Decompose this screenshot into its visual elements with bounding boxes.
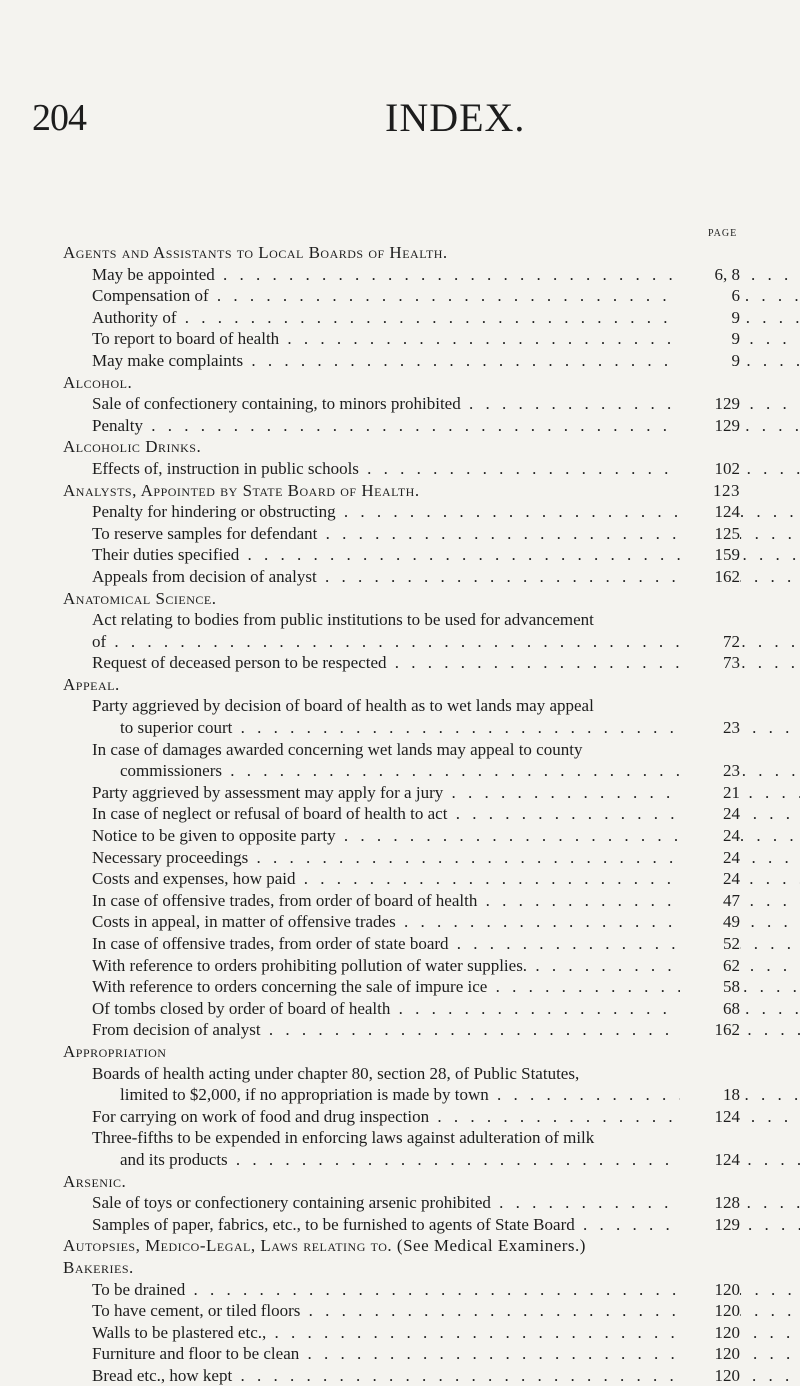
index-entry bbox=[0, 544, 800, 566]
index-entry bbox=[0, 1343, 800, 1365]
page-number: 204 bbox=[32, 97, 86, 139]
index-heading bbox=[0, 1235, 800, 1257]
entry-page-ref: 162 bbox=[680, 1019, 740, 1041]
entry-text: Effects of, instruction in public schools bbox=[92, 458, 359, 478]
entry-page-ref: 68 bbox=[680, 998, 740, 1020]
entry-text: In case of offensive trades, from order of state board bbox=[92, 934, 449, 953]
entry-page-ref: 6 bbox=[680, 285, 740, 307]
entry-text: Authority of bbox=[92, 307, 177, 327]
entry-page-ref: 9 bbox=[680, 350, 740, 372]
entry-text: To report to board of health bbox=[92, 329, 280, 349]
entry-text: Of tombs closed by order of board of health bbox=[92, 998, 391, 1018]
index-entry bbox=[0, 976, 800, 998]
index-entry bbox=[0, 1063, 800, 1085]
entry-page-ref: 72 bbox=[680, 631, 740, 653]
index-entry bbox=[0, 695, 800, 717]
entry-page-ref: 24 bbox=[680, 847, 740, 869]
entry-text: Their duties specified bbox=[92, 545, 240, 565]
index-heading bbox=[0, 1257, 800, 1279]
entry-text: With reference to orders concerning the sale of impure ice bbox=[92, 977, 488, 997]
entry-text: Penalty bbox=[92, 415, 143, 435]
entry-text: Agents and Assistants to Local Boards of Health. bbox=[63, 243, 448, 262]
entry-page-ref: 120 bbox=[680, 1343, 740, 1365]
entry-page-ref: 73 bbox=[680, 652, 740, 674]
entry-text: commissioners bbox=[120, 761, 222, 781]
page-header bbox=[0, 97, 800, 167]
entry-page-ref: 21 bbox=[680, 782, 740, 804]
entry-text: Party aggrieved by assessment may apply for a jury bbox=[92, 782, 444, 802]
index-entry bbox=[0, 264, 800, 286]
entry-page-ref: 24 bbox=[680, 825, 740, 847]
index-entry bbox=[0, 415, 800, 437]
entry-text: Appeals from decision of analyst bbox=[92, 566, 317, 586]
index-heading bbox=[0, 1171, 800, 1193]
entry-page-ref: 49 bbox=[680, 911, 740, 933]
entry-text: Bakeries. bbox=[63, 1257, 134, 1277]
entry-text: In case of offensive trades, from order of board of health bbox=[92, 890, 478, 910]
index-heading bbox=[0, 480, 800, 502]
index-entry bbox=[0, 1279, 800, 1301]
index-entry bbox=[0, 868, 800, 890]
entry-page-ref: 102 bbox=[680, 458, 740, 480]
entry-text: To be drained bbox=[92, 1279, 186, 1299]
entry-page-ref: 24 bbox=[680, 803, 740, 825]
entry-page-ref: 62 bbox=[680, 955, 740, 977]
entry-text: From decision of analyst bbox=[92, 1020, 261, 1040]
index-entry bbox=[0, 998, 800, 1020]
index-entry bbox=[0, 890, 800, 912]
entry-text: Anatomical Science. bbox=[63, 588, 217, 608]
entry-text: In case of damages awarded concerning wet lands may appeal to county bbox=[92, 739, 583, 759]
entry-page-ref: 120 bbox=[680, 1365, 740, 1386]
index-entry bbox=[0, 652, 800, 674]
index-entry bbox=[0, 1127, 800, 1149]
entry-text: May make complaints bbox=[92, 350, 244, 370]
entry-text: Necessary proceedings bbox=[92, 847, 249, 867]
entry-text: Boards of health acting under chapter 80, section 28, of Public Statutes, bbox=[92, 1063, 580, 1083]
index-entry bbox=[0, 847, 800, 869]
entry-text: limited to $2,000, if no appropriation is made by town bbox=[120, 1085, 489, 1105]
index-entry bbox=[0, 609, 800, 631]
entry-text: Costs and expenses, how paid bbox=[92, 869, 296, 889]
index-entry bbox=[0, 1149, 800, 1171]
index-entry bbox=[0, 933, 800, 955]
index-heading bbox=[0, 674, 800, 696]
entry-page-ref: 9 bbox=[680, 328, 740, 350]
entry-text: Notice to be given to opposite party bbox=[92, 826, 336, 846]
entry-text: To reserve samples for defendant bbox=[92, 523, 318, 543]
entry-text: Costs in appeal, in matter of offensive trades bbox=[92, 912, 396, 932]
entry-text: Autopsies, Medico-Legal, Laws relating to. bbox=[63, 1236, 393, 1256]
index-entry bbox=[0, 717, 800, 739]
entry-text: to superior court bbox=[120, 718, 233, 738]
entry-text: Alcoholic Drinks. bbox=[63, 437, 202, 457]
entry-page-ref: 124 bbox=[680, 501, 740, 523]
index-entry bbox=[0, 1192, 800, 1214]
entry-text: of bbox=[92, 631, 107, 651]
entry-page-ref: 124 bbox=[680, 1106, 740, 1128]
index-entry bbox=[0, 825, 800, 847]
index-entry bbox=[0, 1322, 800, 1344]
index-entry bbox=[0, 393, 800, 415]
page-column-label: PAGE bbox=[708, 228, 738, 239]
index-entry bbox=[0, 1084, 800, 1106]
entry-text: For carrying on work of food and drug inspection bbox=[92, 1106, 430, 1126]
entry-text: To have cement, or tiled floors bbox=[92, 1301, 301, 1321]
entry-text: Sale of toys or confectionery containing arsenic prohibited bbox=[92, 1193, 491, 1213]
entry-page-ref: 120 bbox=[680, 1322, 740, 1344]
entry-page-ref: 162 bbox=[680, 566, 740, 588]
entry-page-ref: 128 bbox=[680, 1192, 740, 1214]
entry-page-ref: 58 bbox=[680, 976, 740, 998]
index-entry bbox=[0, 328, 800, 350]
index-entry bbox=[0, 285, 800, 307]
entry-page-ref: 6, 8 bbox=[680, 264, 740, 286]
index-heading bbox=[0, 242, 800, 264]
entry-page-ref: 159 bbox=[680, 544, 740, 566]
page-title: INDEX. bbox=[385, 95, 526, 140]
entry-page-ref: 9 bbox=[680, 307, 740, 329]
entry-page-ref: 129 bbox=[680, 393, 740, 415]
index-entry bbox=[0, 1300, 800, 1322]
index-entry bbox=[0, 803, 800, 825]
entry-page-ref: 24 bbox=[680, 868, 740, 890]
index-entry bbox=[0, 458, 800, 480]
entry-page-ref: 23 bbox=[680, 717, 740, 739]
entry-page-ref: 23 bbox=[680, 760, 740, 782]
index-heading bbox=[0, 588, 800, 610]
entry-text: Samples of paper, fabrics, etc., to be furnished to agents of State Board bbox=[92, 1214, 575, 1234]
entry-text: Appropriation bbox=[63, 1041, 167, 1061]
index-heading bbox=[0, 436, 800, 458]
index-entry bbox=[0, 760, 800, 782]
entry-page-ref: 52 bbox=[680, 933, 740, 955]
index-entry bbox=[0, 501, 800, 523]
index-entry bbox=[0, 1106, 800, 1128]
index-entry bbox=[0, 566, 800, 588]
entry-page-ref: 120 bbox=[680, 1300, 740, 1322]
entry-page-ref: 123 bbox=[680, 480, 740, 502]
entry-text: Alcohol. bbox=[63, 372, 133, 392]
index-entry bbox=[0, 911, 800, 933]
entry-text: Appeal. bbox=[63, 674, 120, 694]
entry-text: Act relating to bodies from public institutions to be used for advancement bbox=[92, 610, 594, 630]
index-entry bbox=[0, 523, 800, 545]
index-entry bbox=[0, 1214, 800, 1236]
entry-text: With reference to orders prohibiting pollution of water supplies. bbox=[92, 955, 528, 975]
entry-text: Furniture and floor to be clean bbox=[92, 1344, 300, 1364]
index-entry bbox=[0, 1365, 800, 1386]
entry-text: Analysts, Appointed by State Board of Health. bbox=[63, 480, 420, 500]
index-entry bbox=[0, 955, 800, 977]
entry-text: Party aggrieved by decision of board of health as to wet lands may appeal bbox=[92, 696, 594, 716]
index-entry bbox=[0, 307, 800, 329]
entry-page-ref: 18 bbox=[680, 1084, 740, 1106]
entry-text: Penalty for hindering or obstructing bbox=[92, 502, 336, 522]
index-entry bbox=[0, 739, 800, 761]
entry-page-ref: 124 bbox=[680, 1149, 740, 1171]
entry-text: Request of deceased person to be respected bbox=[92, 653, 387, 673]
entry-text: Compensation of bbox=[92, 286, 209, 306]
index-heading bbox=[0, 1041, 800, 1063]
entry-page-ref: 120 bbox=[680, 1279, 740, 1301]
index-entry bbox=[0, 782, 800, 804]
index-entry bbox=[0, 631, 800, 653]
entry-page-ref: 125 bbox=[680, 523, 740, 545]
entry-page-ref: 129 bbox=[680, 415, 740, 437]
entry-cross-reference: (See Medical Examiners.) bbox=[396, 1236, 586, 1256]
index-entries bbox=[0, 242, 800, 1386]
index-heading bbox=[0, 372, 800, 394]
entry-text: In case of neglect or refusal of board of health to act bbox=[92, 804, 448, 824]
entry-page-ref: 129 bbox=[680, 1214, 740, 1236]
entry-text: May be appointed bbox=[92, 264, 215, 284]
entry-text: Bread etc., how kept bbox=[92, 1365, 233, 1385]
entry-text: Walls to be plastered etc., bbox=[92, 1322, 267, 1342]
index-entry bbox=[0, 350, 800, 372]
entry-text: Sale of confectionery containing, to minors prohibited bbox=[92, 394, 461, 414]
entry-text: Arsenic. bbox=[63, 1171, 127, 1191]
index-entry bbox=[0, 1019, 800, 1041]
entry-text: and its products bbox=[120, 1149, 228, 1169]
entry-page-ref: 47 bbox=[680, 890, 740, 912]
entry-text: Three-fifths to be expended in enforcing laws against adulteration of milk bbox=[92, 1128, 595, 1148]
